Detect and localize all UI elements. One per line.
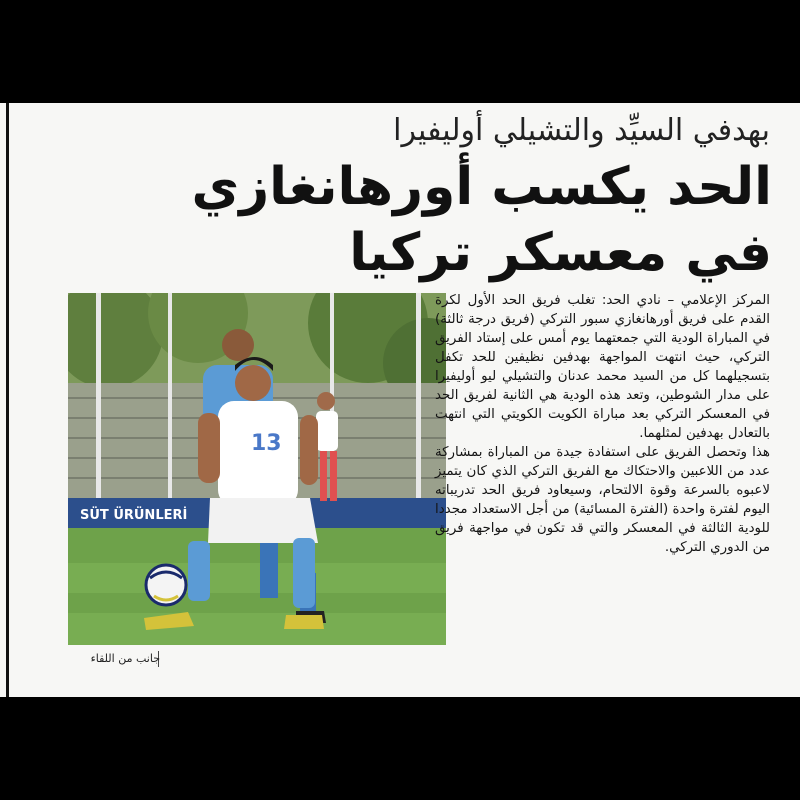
article-kicker: بهدفي السيِّد والتشيلي أوليفيرا [393, 113, 770, 148]
article-paragraph-2: هذا وتحصل الفريق على استفادة جيدة من المباراة بمشاركة عدد من اللاعبين والاحتكاك مع الفريق التركي الذي كان يتميز لاعبوه بالسرعة وقوة الالتحام، وسيعاود فريق الحد تدريباته اليوم لفترة واحدة (الفترة المسائية) من أجل الاستعداد مجددا للودية الثالثة في المعسكر والتي قد تكون في مواجهة فريق من الدوري التركي. [435, 445, 770, 555]
photo-caption: جانب من اللقاء [90, 652, 160, 665]
headline-line-1: الحد يكسب أورهانغازي [191, 157, 772, 217]
jersey-number: 13 [251, 431, 282, 456]
match-photo [68, 293, 446, 645]
banner-text: SÜT ÜRÜNLERİ [80, 508, 188, 523]
column-rule [6, 103, 9, 697]
headline-line-2: في معسكر تركيا [349, 223, 772, 283]
article-body [435, 291, 770, 557]
newspaper-clipping [0, 103, 800, 697]
article-paragraph-1: المركز الإعلامي – نادي الحد: تغلب فريق الحد الأول لكرة القدم على فريق أورهانغازي سبور التركي (فريق درجة ثالثة) في المباراة الودية التي جمعتهما يوم أمس على إستاد الفريق التركي، حيث انتهت المواجهة بهدفين نظيفين للحد تكفل بتسجيلهما كل من السيد محمد عدنان والتشيلي ليو أوليفيرا على مدار الشوطين، وتعد هذه الودية هي الثانية لفريق الحد في المعسكر التركي بعد مباراة الكويت الكويتي التي انتهت بالتعادل بهدفين لمثلهما. [435, 293, 770, 441]
match-photo-illustration [68, 293, 446, 645]
